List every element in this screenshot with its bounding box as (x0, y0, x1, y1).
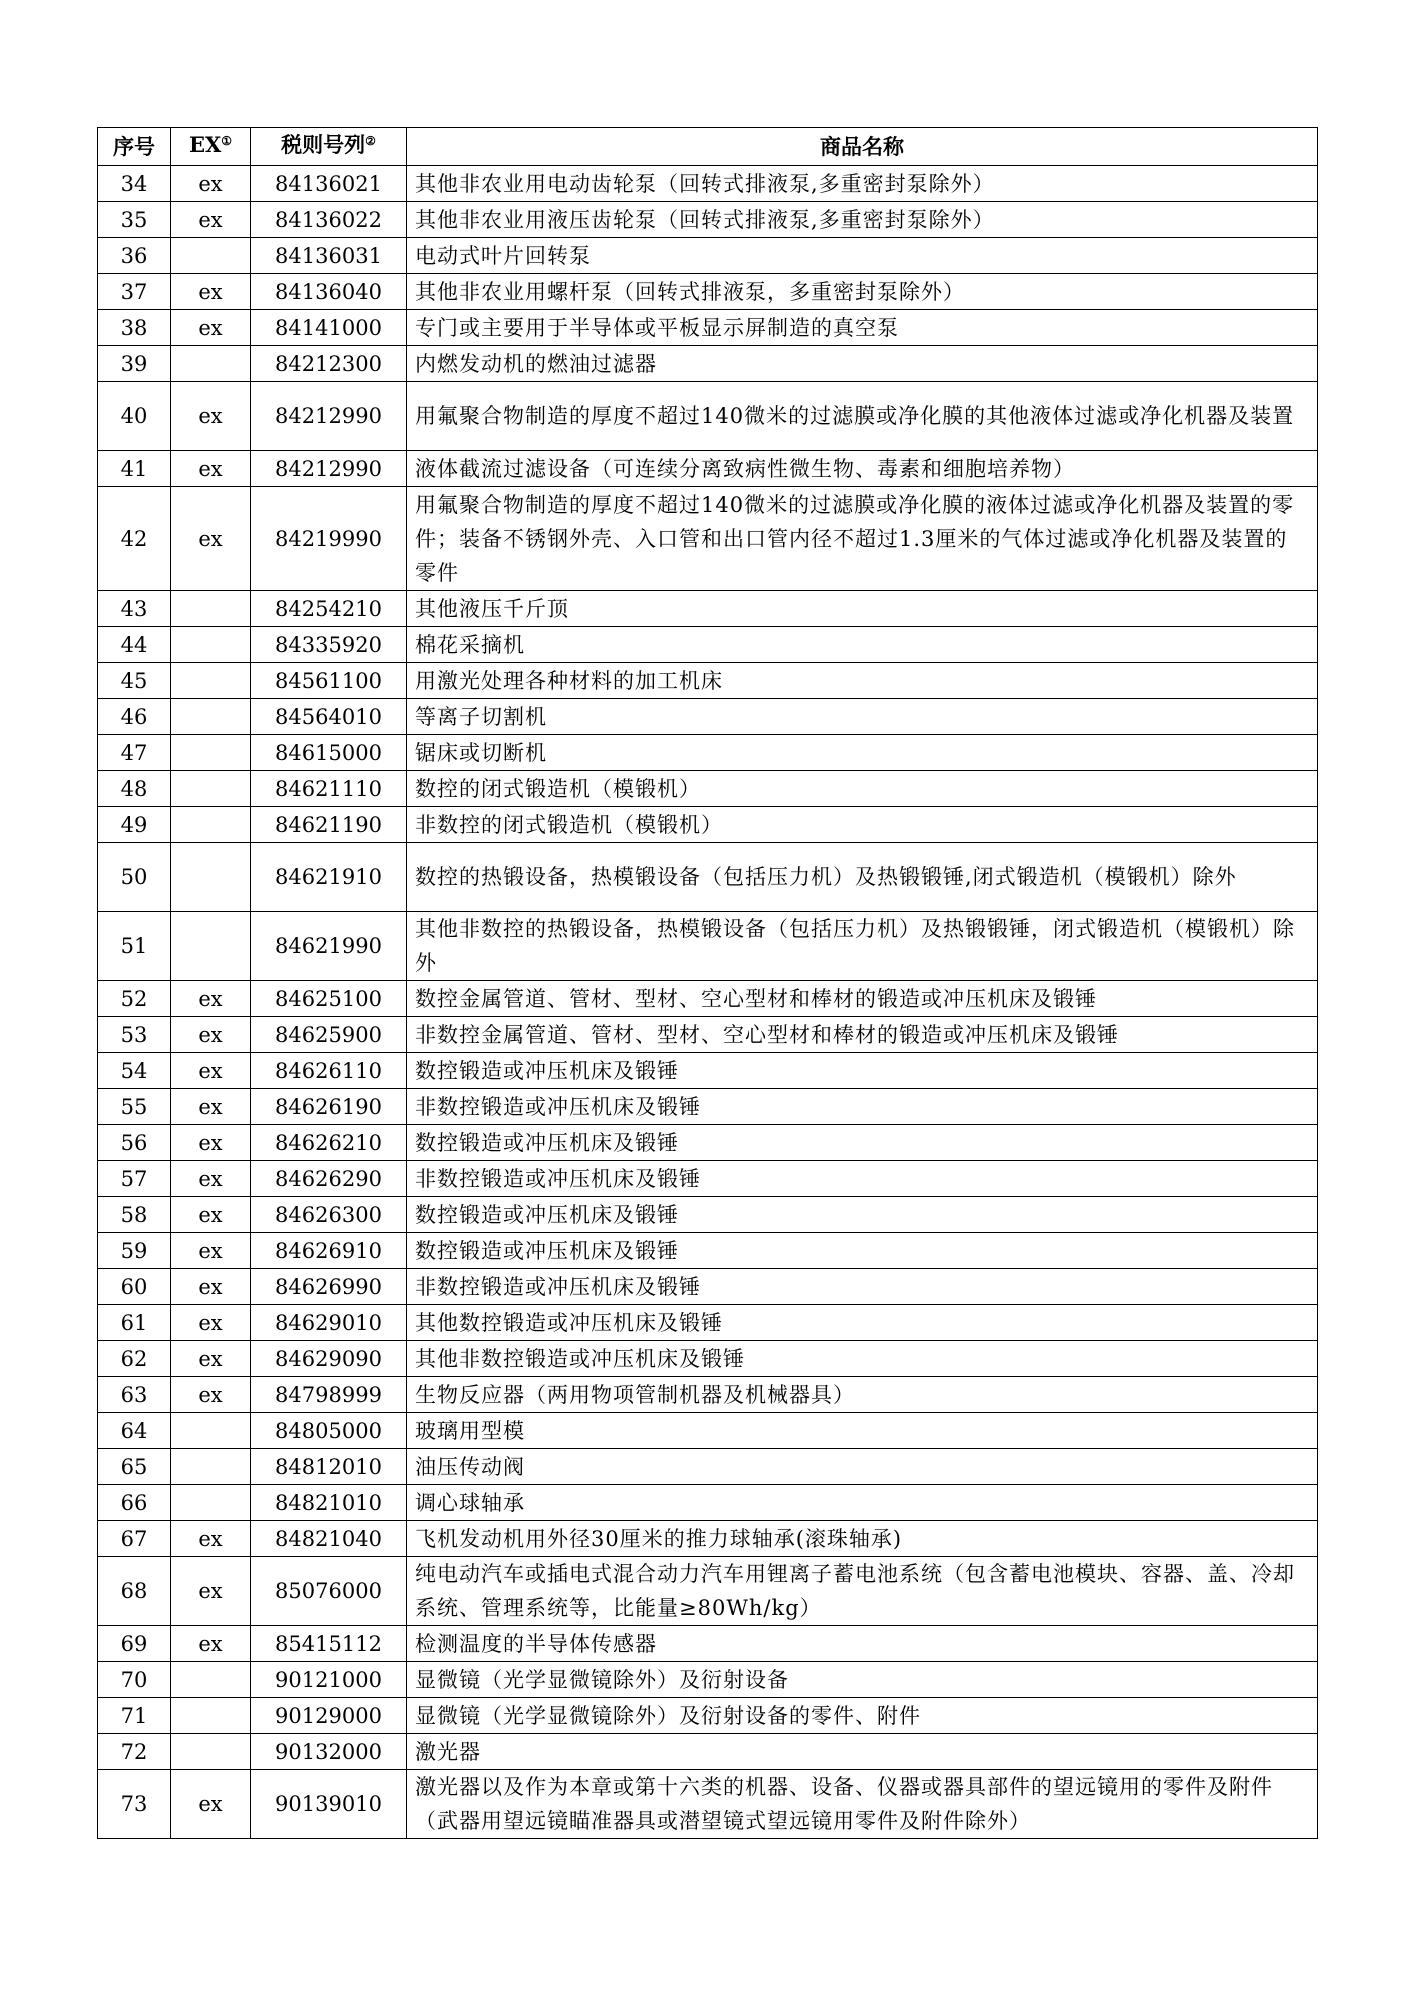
row-seq: 36 (98, 238, 171, 274)
table-row (98, 310, 1318, 346)
table-header-row (98, 128, 1318, 166)
row-product-name: 数控锻造或冲压机床及锻锤 (407, 1233, 1318, 1269)
header-seq: 序号 (98, 128, 171, 166)
row-ex: ex (171, 1089, 251, 1125)
table-row (98, 238, 1318, 274)
row-product-name: 其他非数控锻造或冲压机床及锻锤 (407, 1341, 1318, 1377)
row-tariff-code: 84141000 (251, 310, 407, 346)
row-product-name: 数控的闭式锻造机（模锻机） (407, 771, 1318, 807)
row-seq: 49 (98, 807, 171, 843)
row-seq: 57 (98, 1161, 171, 1197)
row-tariff-code: 84805000 (251, 1413, 407, 1449)
table-row (98, 1377, 1318, 1413)
row-product-name: 数控的热锻设备，热模锻设备（包括压力机）及热锻锻锤,闭式锻造机（模锻机）除外 (407, 843, 1318, 912)
row-product-name: 非数控锻造或冲压机床及锻锤 (407, 1269, 1318, 1305)
row-product-name: 内燃发动机的燃油过滤器 (407, 346, 1318, 382)
row-product-name: 用氟聚合物制造的厚度不超过140微米的过滤膜或净化膜的其他液体过滤或净化机器及装置 (407, 382, 1318, 451)
row-ex (171, 699, 251, 735)
tariff-table (97, 127, 1318, 1839)
table-row (98, 1770, 1318, 1839)
row-ex (171, 1413, 251, 1449)
row-product-name: 非数控锻造或冲压机床及锻锤 (407, 1161, 1318, 1197)
row-tariff-code: 84621110 (251, 771, 407, 807)
row-product-name: 激光器以及作为本章或第十六类的机器、设备、仪器或器具部件的望远镜用的零件及附件（武器用望远镜瞄准器具或潜望镜式望远镜用零件及附件除外） (407, 1770, 1318, 1839)
row-tariff-code: 84798999 (251, 1377, 407, 1413)
row-ex (171, 912, 251, 981)
table-row (98, 1449, 1318, 1485)
row-product-name: 数控锻造或冲压机床及锻锤 (407, 1053, 1318, 1089)
table-row (98, 663, 1318, 699)
table-row (98, 451, 1318, 487)
table-row (98, 487, 1318, 591)
row-ex (171, 771, 251, 807)
table-row (98, 1233, 1318, 1269)
row-tariff-code: 84621910 (251, 843, 407, 912)
row-ex: ex (171, 1017, 251, 1053)
header-tariff-code: 税则号列② (251, 128, 407, 166)
row-product-name: 调心球轴承 (407, 1485, 1318, 1521)
row-product-name: 非数控锻造或冲压机床及锻锤 (407, 1089, 1318, 1125)
row-seq: 39 (98, 346, 171, 382)
row-product-name: 用氟聚合物制造的厚度不超过140微米的过滤膜或净化膜的液体过滤或净化机器及装置的零件；装备不锈钢外壳、入口管和出口管内径不超过1.3厘米的气体过滤或净化机器及装置的零件 (407, 487, 1318, 591)
row-ex: ex (171, 1341, 251, 1377)
row-ex: ex (171, 1197, 251, 1233)
row-tariff-code: 84621190 (251, 807, 407, 843)
row-tariff-code: 84821040 (251, 1521, 407, 1557)
row-tariff-code: 84626190 (251, 1089, 407, 1125)
row-tariff-code: 84564010 (251, 699, 407, 735)
row-ex: ex (171, 1377, 251, 1413)
row-ex (171, 346, 251, 382)
row-product-name: 棉花采摘机 (407, 627, 1318, 663)
row-product-name: 锯床或切断机 (407, 735, 1318, 771)
row-tariff-code: 84136031 (251, 238, 407, 274)
footnote-1-marker: ① (221, 134, 233, 148)
row-tariff-code: 84212990 (251, 451, 407, 487)
row-ex (171, 1698, 251, 1734)
table-row (98, 1485, 1318, 1521)
row-tariff-code: 84561100 (251, 663, 407, 699)
row-seq: 56 (98, 1125, 171, 1161)
table-row (98, 735, 1318, 771)
row-ex: ex (171, 451, 251, 487)
row-product-name: 液体截流过滤设备（可连续分离致病性微生物、毒素和细胞培养物） (407, 451, 1318, 487)
row-seq: 58 (98, 1197, 171, 1233)
row-ex (171, 1449, 251, 1485)
row-product-name: 专门或主要用于半导体或平板显示屏制造的真空泵 (407, 310, 1318, 346)
table-row (98, 591, 1318, 627)
row-product-name: 电动式叶片回转泵 (407, 238, 1318, 274)
table-row (98, 1662, 1318, 1698)
table-row (98, 771, 1318, 807)
row-product-name: 其他非数控的热锻设备，热模锻设备（包括压力机）及热锻锻锤，闭式锻造机（模锻机）除外 (407, 912, 1318, 981)
row-tariff-code: 84626910 (251, 1233, 407, 1269)
table-row (98, 1521, 1318, 1557)
table-row (98, 843, 1318, 912)
footnote-2-marker: ② (365, 134, 376, 148)
row-ex: ex (171, 1770, 251, 1839)
row-ex (171, 735, 251, 771)
row-seq: 35 (98, 202, 171, 238)
table-row (98, 1626, 1318, 1662)
header-ex: EX① (171, 128, 251, 166)
row-product-name: 纯电动汽车或插电式混合动力汽车用锂离子蓄电池系统（包含蓄电池模块、容器、盖、冷却系统、管理系统等，比能量≥80Wh/kg） (407, 1557, 1318, 1626)
row-seq: 42 (98, 487, 171, 591)
table-row (98, 1125, 1318, 1161)
row-seq: 41 (98, 451, 171, 487)
row-tariff-code: 84136021 (251, 166, 407, 202)
row-seq: 47 (98, 735, 171, 771)
table-row (98, 1557, 1318, 1626)
row-seq: 64 (98, 1413, 171, 1449)
row-ex (171, 238, 251, 274)
row-tariff-code: 84626210 (251, 1125, 407, 1161)
row-seq: 48 (98, 771, 171, 807)
row-tariff-code: 90139010 (251, 1770, 407, 1839)
table-row (98, 1734, 1318, 1770)
row-seq: 68 (98, 1557, 171, 1626)
row-seq: 70 (98, 1662, 171, 1698)
row-product-name: 检测温度的半导体传感器 (407, 1626, 1318, 1662)
row-product-name: 玻璃用型模 (407, 1413, 1318, 1449)
row-ex (171, 1662, 251, 1698)
row-ex: ex (171, 166, 251, 202)
row-product-name: 数控锻造或冲压机床及锻锤 (407, 1197, 1318, 1233)
row-seq: 59 (98, 1233, 171, 1269)
row-tariff-code: 84335920 (251, 627, 407, 663)
table-row (98, 1197, 1318, 1233)
table-row (98, 699, 1318, 735)
row-ex: ex (171, 1521, 251, 1557)
table-row (98, 627, 1318, 663)
row-tariff-code: 84136022 (251, 202, 407, 238)
row-seq: 71 (98, 1698, 171, 1734)
table-row (98, 981, 1318, 1017)
row-ex (171, 843, 251, 912)
row-seq: 67 (98, 1521, 171, 1557)
row-seq: 37 (98, 274, 171, 310)
row-tariff-code: 84254210 (251, 591, 407, 627)
row-ex (171, 807, 251, 843)
row-ex (171, 1734, 251, 1770)
table-row (98, 166, 1318, 202)
row-ex: ex (171, 1161, 251, 1197)
row-ex: ex (171, 310, 251, 346)
row-ex: ex (171, 1233, 251, 1269)
row-tariff-code: 85076000 (251, 1557, 407, 1626)
table-row (98, 202, 1318, 238)
row-ex: ex (171, 1053, 251, 1089)
row-ex: ex (171, 1269, 251, 1305)
row-product-name: 用激光处理各种材料的加工机床 (407, 663, 1318, 699)
header-product-name: 商品名称 (407, 128, 1318, 166)
table-row (98, 382, 1318, 451)
table-row (98, 1017, 1318, 1053)
row-product-name: 其他数控锻造或冲压机床及锻锤 (407, 1305, 1318, 1341)
row-tariff-code: 84626290 (251, 1161, 407, 1197)
row-product-name: 其他液压千斤顶 (407, 591, 1318, 627)
table-row (98, 1269, 1318, 1305)
table-row (98, 807, 1318, 843)
row-tariff-code: 84821010 (251, 1485, 407, 1521)
row-ex (171, 1485, 251, 1521)
row-seq: 54 (98, 1053, 171, 1089)
row-seq: 65 (98, 1449, 171, 1485)
row-product-name: 数控锻造或冲压机床及锻锤 (407, 1125, 1318, 1161)
row-seq: 55 (98, 1089, 171, 1125)
row-tariff-code: 84625900 (251, 1017, 407, 1053)
row-tariff-code: 84626990 (251, 1269, 407, 1305)
table-row (98, 1698, 1318, 1734)
row-product-name: 飞机发动机用外径30厘米的推力球轴承(滚珠轴承) (407, 1521, 1318, 1557)
row-ex: ex (171, 1305, 251, 1341)
row-tariff-code: 84212990 (251, 382, 407, 451)
row-seq: 53 (98, 1017, 171, 1053)
row-ex: ex (171, 1557, 251, 1626)
table-row (98, 1161, 1318, 1197)
row-ex: ex (171, 981, 251, 1017)
row-seq: 60 (98, 1269, 171, 1305)
row-seq: 38 (98, 310, 171, 346)
table-row (98, 1089, 1318, 1125)
table-row (98, 1305, 1318, 1341)
row-seq: 63 (98, 1377, 171, 1413)
row-ex (171, 663, 251, 699)
row-seq: 69 (98, 1626, 171, 1662)
row-product-name: 油压传动阀 (407, 1449, 1318, 1485)
row-tariff-code: 90121000 (251, 1662, 407, 1698)
row-seq: 34 (98, 166, 171, 202)
row-product-name: 激光器 (407, 1734, 1318, 1770)
row-tariff-code: 84626300 (251, 1197, 407, 1233)
row-tariff-code: 84626110 (251, 1053, 407, 1089)
row-product-name: 其他非农业用电动齿轮泵（回转式排液泵,多重密封泵除外） (407, 166, 1318, 202)
table-row (98, 1341, 1318, 1377)
row-tariff-code: 84136040 (251, 274, 407, 310)
row-seq: 66 (98, 1485, 171, 1521)
table-row (98, 274, 1318, 310)
row-product-name: 生物反应器（两用物项管制机器及机械器具） (407, 1377, 1318, 1413)
row-tariff-code: 84812010 (251, 1449, 407, 1485)
row-ex: ex (171, 274, 251, 310)
row-seq: 62 (98, 1341, 171, 1377)
row-seq: 46 (98, 699, 171, 735)
row-product-name: 其他非农业用螺杆泵（回转式排液泵，多重密封泵除外） (407, 274, 1318, 310)
row-tariff-code: 84621990 (251, 912, 407, 981)
row-ex (171, 591, 251, 627)
row-seq: 45 (98, 663, 171, 699)
row-product-name: 非数控的闭式锻造机（模锻机） (407, 807, 1318, 843)
row-tariff-code: 85415112 (251, 1626, 407, 1662)
row-product-name: 非数控金属管道、管材、型材、空心型材和棒材的锻造或冲压机床及锻锤 (407, 1017, 1318, 1053)
row-seq: 72 (98, 1734, 171, 1770)
row-ex: ex (171, 487, 251, 591)
row-product-name: 其他非农业用液压齿轮泵（回转式排液泵,多重密封泵除外） (407, 202, 1318, 238)
table-row (98, 912, 1318, 981)
row-tariff-code: 84615000 (251, 735, 407, 771)
row-tariff-code: 84629090 (251, 1341, 407, 1377)
row-product-name: 显微镜（光学显微镜除外）及衍射设备 (407, 1662, 1318, 1698)
table-row (98, 346, 1318, 382)
row-tariff-code: 90129000 (251, 1698, 407, 1734)
row-tariff-code: 84219990 (251, 487, 407, 591)
row-seq: 52 (98, 981, 171, 1017)
row-ex: ex (171, 382, 251, 451)
row-seq: 61 (98, 1305, 171, 1341)
row-tariff-code: 84629010 (251, 1305, 407, 1341)
table-row (98, 1413, 1318, 1449)
row-ex: ex (171, 1626, 251, 1662)
row-seq: 40 (98, 382, 171, 451)
row-tariff-code: 84212300 (251, 346, 407, 382)
row-tariff-code: 84625100 (251, 981, 407, 1017)
row-seq: 51 (98, 912, 171, 981)
row-seq: 50 (98, 843, 171, 912)
row-ex: ex (171, 202, 251, 238)
row-product-name: 显微镜（光学显微镜除外）及衍射设备的零件、附件 (407, 1698, 1318, 1734)
row-seq: 43 (98, 591, 171, 627)
row-seq: 44 (98, 627, 171, 663)
table-row (98, 1053, 1318, 1089)
row-product-name: 数控金属管道、管材、型材、空心型材和棒材的锻造或冲压机床及锻锤 (407, 981, 1318, 1017)
row-ex: ex (171, 1125, 251, 1161)
row-seq: 73 (98, 1770, 171, 1839)
row-tariff-code: 90132000 (251, 1734, 407, 1770)
row-ex (171, 627, 251, 663)
row-product-name: 等离子切割机 (407, 699, 1318, 735)
